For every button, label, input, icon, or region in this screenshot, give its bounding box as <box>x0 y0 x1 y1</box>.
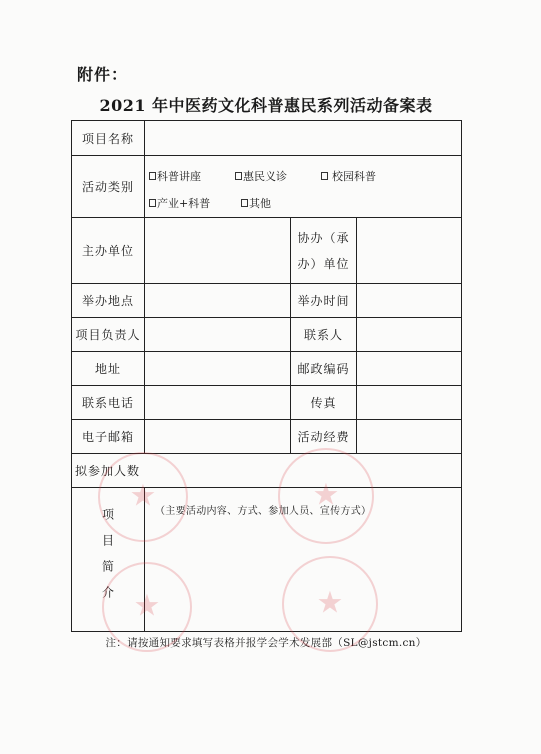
time-field[interactable] <box>357 284 462 318</box>
fax-field[interactable] <box>357 386 462 420</box>
activity-type-label: 活动类别 <box>72 156 145 218</box>
attachment-label: 附件： <box>77 65 129 84</box>
row-organizer <box>72 218 462 284</box>
row-phone-fax <box>72 386 462 420</box>
phone-label: 联系电话 <box>72 386 145 420</box>
project-lead-field[interactable] <box>145 318 291 352</box>
row-intro <box>72 488 462 632</box>
option-other-label: 其他 <box>249 196 271 210</box>
row-address-postal <box>72 352 462 386</box>
intro-field[interactable] <box>145 488 462 632</box>
row-activity-type <box>72 156 462 218</box>
star-icon: ★ <box>316 585 344 621</box>
option-campus[interactable] <box>321 168 376 184</box>
checkbox-industry[interactable] <box>149 199 156 207</box>
activity-type-options <box>145 156 462 218</box>
organizer-label: 主办单位 <box>72 218 145 284</box>
project-lead-label: 项目负责人 <box>72 318 145 352</box>
contact-person-field[interactable] <box>357 318 462 352</box>
row-participants <box>72 454 462 488</box>
row-project-name <box>72 121 462 156</box>
contact-person-label: 联系人 <box>291 318 357 352</box>
checkbox-free-clinic[interactable] <box>235 172 242 180</box>
co-organizer-field[interactable] <box>357 218 462 284</box>
co-organizer-label-line1: 协办（承 <box>297 230 350 245</box>
star-icon: ★ <box>312 477 340 513</box>
option-free-clinic-label: 惠民义诊 <box>243 169 287 183</box>
budget-field[interactable] <box>357 420 462 454</box>
option-lecture[interactable] <box>149 168 235 184</box>
row-email-budget <box>72 420 462 454</box>
postal-code-label: 邮政编码 <box>291 352 357 386</box>
phone-field[interactable] <box>145 386 291 420</box>
option-industry-label: 产业+科普 <box>157 196 211 210</box>
intro-note: （主要活动内容、方式、参加人员、宣传方式） <box>155 506 372 517</box>
option-campus-label: 校园科普 <box>332 169 376 183</box>
row-venue-time <box>72 284 462 318</box>
fax-label: 传真 <box>291 386 357 420</box>
time-label: 举办时间 <box>291 284 357 318</box>
venue-field[interactable] <box>145 284 291 318</box>
checkbox-other[interactable] <box>241 199 248 207</box>
star-icon: ★ <box>129 478 157 514</box>
checkbox-lecture[interactable] <box>149 172 156 180</box>
option-other[interactable] <box>241 195 271 211</box>
page-title: 2021 年中医药文化科普惠民系列活动备案表 <box>99 96 433 115</box>
address-field[interactable] <box>145 352 291 386</box>
star-icon: ★ <box>133 588 161 624</box>
intro-label: 项目简介 <box>100 507 115 612</box>
intro-label-cell <box>72 488 145 632</box>
registration-form-table <box>71 120 462 632</box>
address-label: 地址 <box>72 352 145 386</box>
venue-label: 举办地点 <box>72 284 145 318</box>
participants-label[interactable]: 拟参加人数 <box>72 454 462 488</box>
project-name-label: 项目名称 <box>72 121 145 156</box>
footnote: 注：请按通知要求填写表格并报学会学术发展部（SL@jstcm.cn） <box>105 637 427 649</box>
budget-label: 活动经费 <box>291 420 357 454</box>
option-lecture-label: 科普讲座 <box>157 169 201 183</box>
co-organizer-label <box>291 218 357 284</box>
postal-code-field[interactable] <box>357 352 462 386</box>
co-organizer-label-line2: 办）单位 <box>297 256 350 271</box>
option-free-clinic[interactable] <box>235 168 321 184</box>
option-industry[interactable] <box>149 195 241 211</box>
email-label: 电子邮箱 <box>72 420 145 454</box>
project-name-field[interactable] <box>145 121 462 156</box>
organizer-field[interactable] <box>145 218 291 284</box>
email-field[interactable] <box>145 420 291 454</box>
checkbox-campus[interactable] <box>321 172 328 180</box>
row-lead-contact <box>72 318 462 352</box>
